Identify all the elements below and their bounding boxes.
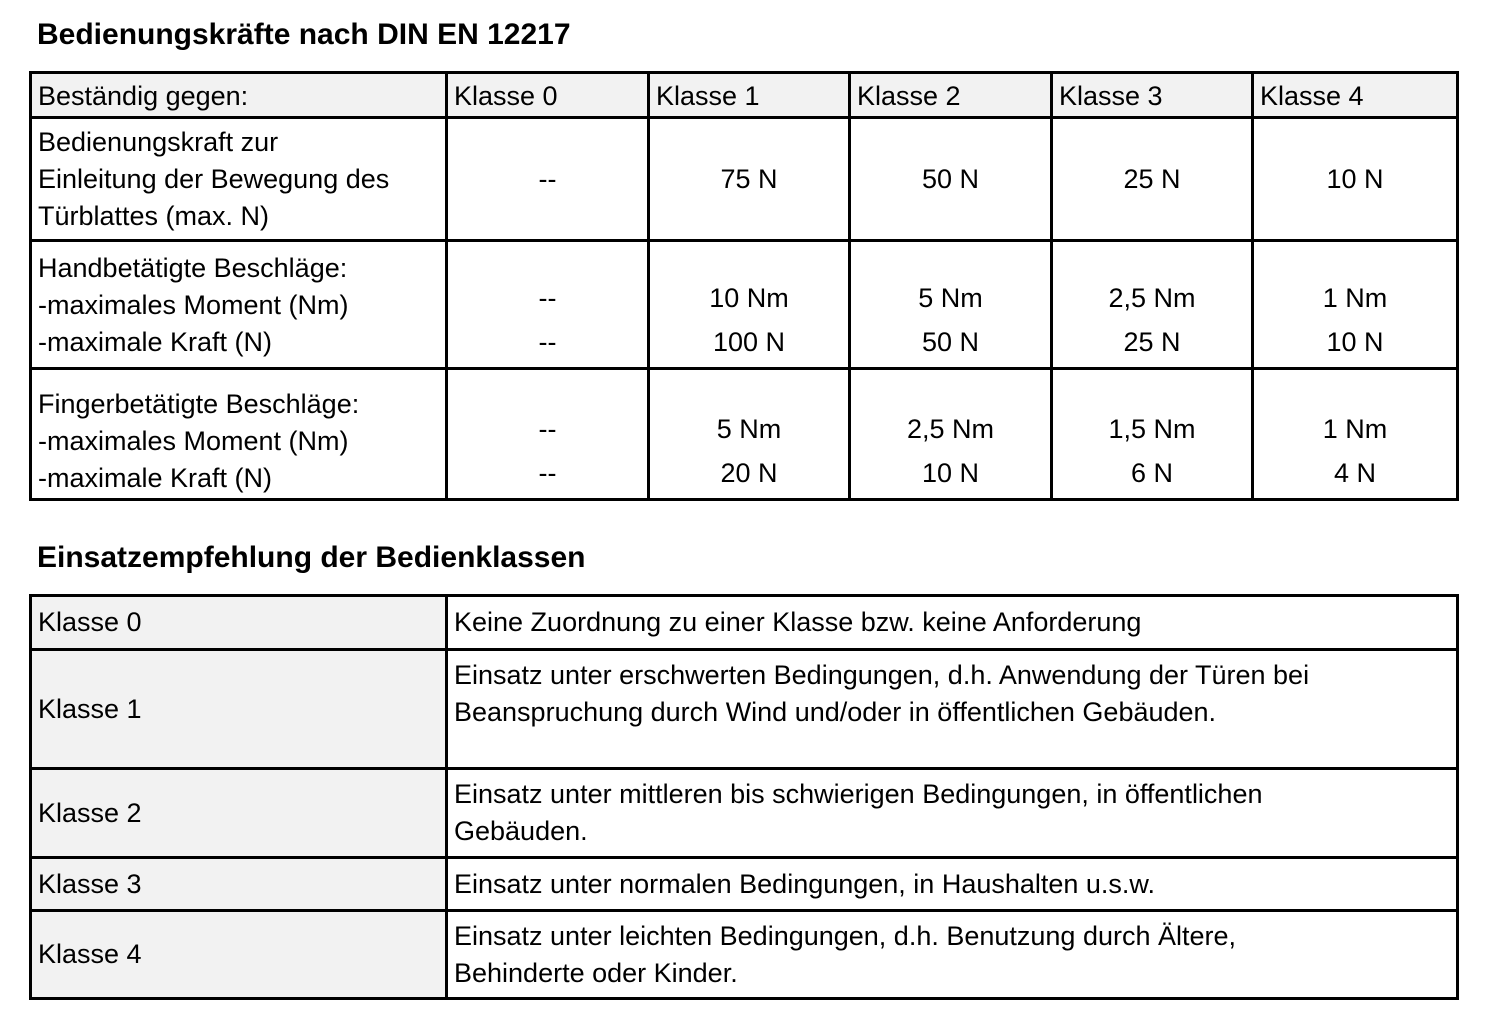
description-line: Beanspruchung durch Wind und/oder in öffentlichen Gebäuden. — [454, 697, 1217, 727]
row-label-line: Bedienungskraft zur — [38, 126, 279, 157]
forces-table-title: Bedienungskräfte nach DIN EN 12217 — [37, 18, 571, 51]
table-row — [31, 650, 1458, 769]
value-cell — [1052, 369, 1253, 500]
value-cell — [850, 241, 1052, 369]
description-line: Einsatz unter leichten Bedingungen, d.h. Benutzung durch Ältere, — [454, 921, 1237, 951]
value-text: 1,5 Nm — [1108, 414, 1196, 444]
value-cell — [649, 118, 850, 241]
description-cell — [447, 769, 1458, 858]
value-text: 25 N — [1123, 163, 1181, 194]
value-cell — [1253, 241, 1458, 369]
row-label-line: Türblattes (max. N) — [38, 200, 270, 231]
table-row — [31, 769, 1458, 858]
value-text: 25 N — [1123, 327, 1181, 357]
description-line: Gebäuden. — [454, 816, 588, 846]
value-text: 2,5 Nm — [1108, 283, 1196, 313]
value-text: 1 Nm — [1322, 283, 1388, 313]
header-cell-klasse-0: Klasse 0 — [447, 73, 649, 118]
description-cell — [447, 911, 1458, 999]
table-row — [31, 911, 1458, 999]
description-line: Einsatz unter erschwerten Bedingungen, d.h. Anwendung der Türen bei — [454, 660, 1310, 690]
row-label-cell — [31, 369, 447, 500]
value-text: 10 Nm — [709, 283, 789, 313]
description-line: Behinderte oder Kinder. — [454, 958, 738, 988]
value-cell — [649, 241, 850, 369]
recommendations-table — [29, 594, 1459, 1000]
description-line: Einsatz unter mittleren bis schwierigen Bedingungen, in öffentlichen — [454, 779, 1263, 809]
class-cell: Klasse 1 — [31, 650, 447, 769]
value-text: 5 Nm — [716, 414, 782, 444]
header-cell-label: Beständig gegen: — [31, 73, 447, 118]
class-cell: Klasse 3 — [31, 858, 447, 911]
table-row — [31, 596, 1458, 650]
row-label-cell — [31, 118, 447, 241]
table-header-row — [31, 73, 1458, 118]
class-cell: Klasse 0 — [31, 596, 447, 650]
description-cell — [447, 596, 1458, 650]
value-text: 5 Nm — [918, 283, 983, 313]
value-text: 1 Nm — [1322, 414, 1388, 444]
description-line: Einsatz unter normalen Bedingungen, in Haushalten u.s.w. — [454, 868, 1155, 899]
row-label-line: Fingerbetätigte Beschläge: — [38, 389, 360, 419]
value-text: 100 N — [712, 327, 786, 357]
recommendations-table-title: Einsatzempfehlung der Bedienklassen — [37, 541, 586, 574]
row-label-line: -maximale Kraft (N) — [38, 463, 273, 493]
value-text: -- — [538, 283, 557, 313]
header-cell-klasse-4: Klasse 4 — [1253, 73, 1458, 118]
value-text: 6 N — [1130, 458, 1174, 488]
header-cell-klasse-3: Klasse 3 — [1052, 73, 1253, 118]
value-text: 50 N — [921, 163, 980, 194]
value-cell — [447, 369, 649, 500]
row-label-line: Einleitung der Bewegung des — [38, 163, 390, 194]
class-cell: Klasse 4 — [31, 911, 447, 999]
value-cell — [447, 118, 649, 241]
header-cell-klasse-1: Klasse 1 — [649, 73, 850, 118]
table-row — [31, 858, 1458, 911]
value-text: -- — [538, 458, 557, 488]
value-text: 50 N — [921, 327, 980, 357]
value-text: -- — [538, 327, 557, 357]
value-text: -- — [538, 163, 557, 194]
row-label-cell — [31, 241, 447, 369]
description-line: Keine Zuordnung zu einer Klasse bzw. keine Anforderung — [454, 607, 1142, 637]
row-label-line: -maximales Moment (Nm) — [38, 290, 349, 320]
table-row — [31, 241, 1458, 369]
value-text: 75 N — [720, 163, 778, 194]
value-cell — [850, 118, 1052, 241]
table-row — [31, 118, 1458, 241]
value-cell — [1052, 241, 1253, 369]
value-cell — [850, 369, 1052, 500]
description-cell — [447, 858, 1458, 911]
operating-forces-table — [29, 71, 1459, 501]
value-cell — [1253, 369, 1458, 500]
header-cell-klasse-2: Klasse 2 — [850, 73, 1052, 118]
row-label-line: -maximales Moment (Nm) — [38, 426, 349, 456]
row-label-line: -maximale Kraft (N) — [38, 327, 273, 357]
value-text: 20 N — [720, 458, 778, 488]
value-cell — [1052, 118, 1253, 241]
description-cell — [447, 650, 1458, 769]
row-label-line: Handbetätigte Beschläge: — [38, 253, 348, 283]
value-cell — [649, 369, 850, 500]
value-text: 10 N — [1326, 163, 1384, 194]
value-cell — [447, 241, 649, 369]
value-cell — [1253, 118, 1458, 241]
table-row — [31, 369, 1458, 500]
class-cell: Klasse 2 — [31, 769, 447, 858]
value-text: 10 N — [921, 458, 980, 488]
value-text: 4 N — [1333, 458, 1377, 488]
value-text: 2,5 Nm — [906, 414, 995, 444]
value-text: -- — [538, 414, 557, 444]
value-text: 10 N — [1326, 327, 1384, 357]
